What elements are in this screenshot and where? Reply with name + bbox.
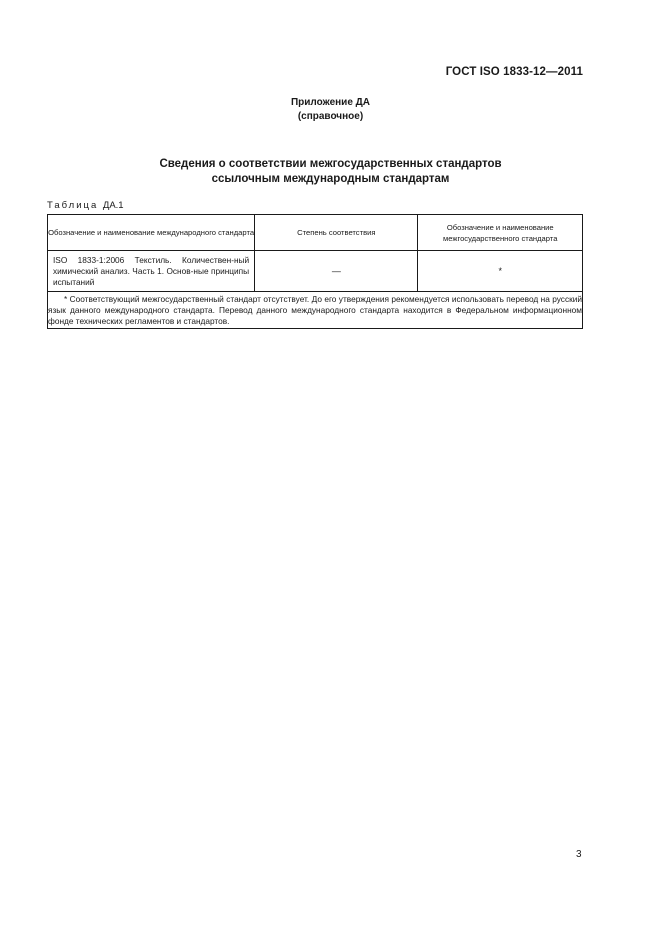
annex-heading — [0, 96, 661, 124]
section-title-line1: Сведения о соответствии межгосударственных стандартов — [159, 158, 502, 170]
section-title-line2: ссылочным международным стандартам — [211, 173, 450, 185]
table-footnote — [48, 292, 583, 329]
column-header-degree: Степень соответствия — [255, 215, 418, 251]
table-caption-number: ДА.1 — [102, 200, 124, 211]
document-code: ГОСТ ISO 1833-12—2011 — [445, 66, 583, 78]
footnote-text: * Соответствующий межгосударственный стандарт отсутствует. До его утверждения рекомендуется использовать перевод на русский язык данного международного стандарта. Перевод данного международного стандарта находится в Федеральном информационном фонде технических регламентов и стандартов. — [48, 293, 582, 326]
section-title — [0, 157, 661, 187]
correspondence-table — [47, 214, 583, 329]
page-number: 3 — [576, 849, 582, 860]
column-header-interstate: Обозначение и наименование межгосударственного стандарта — [418, 215, 583, 251]
table-caption-label: Таблица — [47, 200, 99, 211]
column-header-international: Обозначение и наименование международного стандарта — [48, 215, 255, 251]
table-header-row — [48, 215, 583, 251]
cell-interstate-standard: * — [418, 251, 583, 292]
table-caption — [47, 200, 124, 211]
table-footnote-row — [48, 292, 583, 329]
annex-title: Приложение ДА — [290, 97, 371, 108]
cell-degree: — — [255, 251, 418, 292]
annex-subtitle: (справочное) — [297, 111, 364, 122]
table-row — [48, 251, 583, 292]
cell-international-standard: ISO 1833-1:2006 Текстиль. Количествен-ный химический анализ. Часть 1. Основ-ные принципы испытаний — [48, 251, 255, 292]
